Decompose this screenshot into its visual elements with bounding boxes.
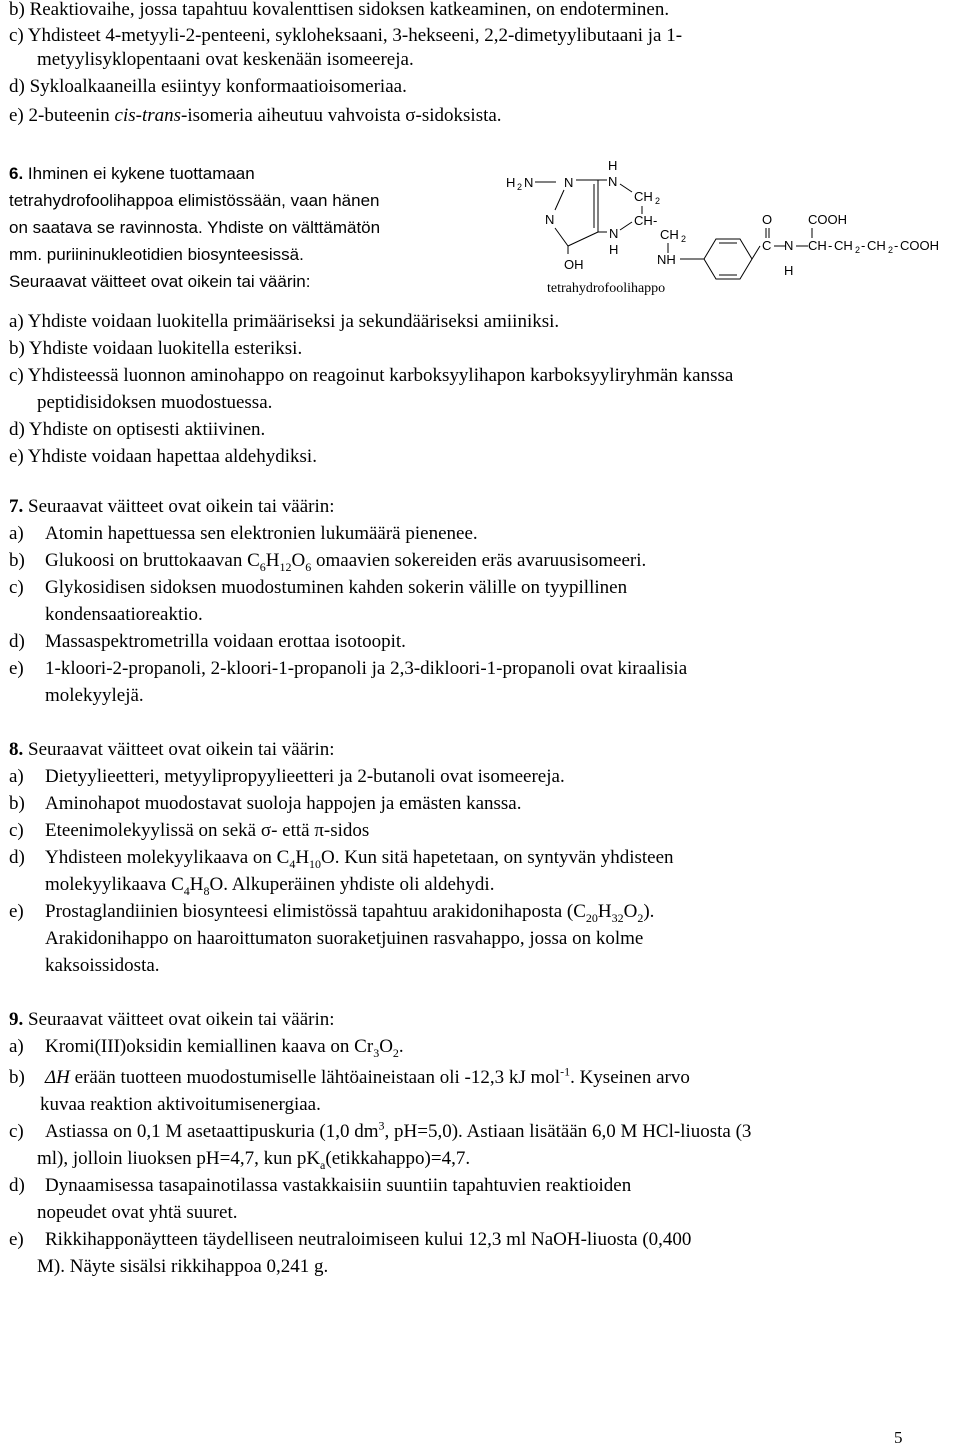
q7-option-e-line2: molekyylejä.: [45, 685, 144, 706]
mol-cooh-top: COOH: [808, 212, 847, 227]
q8-option-c: c) Eteenimolekyylissä on sekä σ- että π-sidos: [9, 820, 370, 841]
q7-option-c-line2: kondensaatioreaktio.: [45, 604, 203, 625]
q6-intro-line2: tetrahydrofoolihappoa elimistössään, vaan hänen: [9, 191, 380, 210]
q6-intro-line4: mm. puriininukleotidien biosynteesissä.: [9, 245, 304, 264]
mol-ring-n3: N: [545, 212, 555, 227]
mol-ch-ring: CH: [634, 213, 653, 228]
q7-number: 7.: [9, 496, 24, 517]
mol-h2n-h: H: [506, 175, 516, 190]
mol-dash-4: -: [894, 238, 899, 253]
q7-option-c-line1: c) Glykosidisen sidoksen muodostuminen kahden sokerin välille on tyypillinen: [9, 577, 628, 598]
q7-option-b: b) Glukoosi on bruttokaavan $C_6H_{12}O_6$ omaavien sokereiden eräs avaruusisomeeri.: [9, 550, 647, 574]
mol-ch-glu: CH: [808, 238, 827, 253]
mol-ch2-side-sub: 2: [681, 234, 687, 244]
q5-option-c-line1: c) Yhdisteet 4-metyyli-2-penteeni, sykloheksaani, 3-hekseeni, 2,2-dimetyylibutaani ja 1-: [9, 25, 683, 46]
mol-h2n-sub: 2: [517, 182, 523, 192]
tetrahydrofolic-acid-structure: [490, 150, 960, 305]
mol-ch2-a-sub: 2: [855, 245, 861, 255]
q9-option-b-line1: b) ΔH erään tuotteen muodostumiselle lähtöaineistaan oli -12,3 kJ mol$^{-1}$. Kyseinen arvo: [9, 1064, 690, 1088]
q9-option-d-line2: nopeudet ovat yhtä suuret.: [37, 1202, 238, 1223]
q6-intro-line5: Seuraavat väitteet ovat oikein tai väärin:: [9, 272, 311, 291]
q9-option-b-line2: kuvaa reaktion aktivoitumisenergiaa.: [40, 1094, 321, 1115]
mol-carbonyl-c: C: [762, 238, 772, 253]
mol-carbonyl-o: O: [762, 212, 773, 227]
mol-h2n-n: N: [524, 175, 534, 190]
molecule-caption: tetrahydrofoolihappo: [547, 281, 666, 296]
q6-option-a: a) Yhdiste voidaan luokitella primääriseksi ja sekundääriseksi amiiniksi.: [9, 311, 560, 332]
q6-option-e: e) Yhdiste voidaan hapettaa aldehydiksi.: [9, 446, 317, 467]
q8-option-b: b) Aminohapot muodostavat suoloja happojen ja emästen kanssa.: [9, 793, 522, 814]
q6-intro-line1: 6. Ihminen ei kykene tuottamaan: [9, 164, 255, 183]
q6-number: 6.: [9, 164, 24, 183]
q8-option-e-line3: kaksoissidosta.: [45, 955, 160, 976]
q7-option-d: d) Massaspektrometrilla voidaan erottaa isotoopit.: [9, 631, 406, 652]
mol-dash-1: -: [653, 213, 658, 228]
q9-number: 9.: [9, 1009, 24, 1030]
q9-option-c-line2: ml), jolloin liuoksen pH=4,7, kun $pK_a(etikkahappo)=4,7$.: [37, 1148, 471, 1172]
q9-option-e-line1: e) Rikkihapponäytteen täydelliseen neutraloimiseen kului 12,3 ml NaOH-liuosta (0,400: [9, 1229, 692, 1250]
q8-option-d-line1: d) Yhdisteen molekyylikaava on $C_4H_{10}O$. Kun sitä hapetetaan, on syntyvän yhdisteen: [9, 847, 674, 871]
mol-nh: NH: [657, 252, 676, 267]
q5-option-c-line2: metyylisyklopentaani ovat keskenään isomeereja.: [37, 49, 414, 70]
q9-option-d-line1: d) Dynaamisessa tasapainotilassa vastakkaisiin suuntiin tapahtuvien reaktioiden: [9, 1175, 632, 1196]
mol-ring-n5: N: [608, 174, 618, 189]
mol-ch2-b-c: CH: [867, 238, 886, 253]
q6-option-b: b) Yhdiste voidaan luokitella esteriksi.: [9, 338, 303, 359]
q5-option-b: b) Reaktiovaihe, jossa tapahtuu kovalenttisen sidoksen katkeaminen, on endoterminen.: [9, 0, 670, 20]
q7-option-a: a) Atomin hapettuessa sen elektronien lukumäärä pienenee.: [9, 523, 478, 544]
mol-dash-3: -: [861, 238, 866, 253]
mol-amide-n: N: [784, 238, 794, 253]
mol-ring-h-top: H: [608, 158, 618, 173]
q7-intro: 7. Seuraavat väitteet ovat oikein tai väärin:: [9, 496, 335, 517]
q8-number: 8.: [9, 739, 24, 760]
q5-option-d: d) Sykloalkaaneilla esiintyy konformaatioisomeriaa.: [9, 76, 407, 97]
q6-option-c-line2: peptidisidoksen muodostuessa.: [37, 392, 273, 413]
mol-cooh-end: COOH: [900, 238, 939, 253]
q8-option-e-line2: Arakidonihappo on haaroittumaton suoraketjuinen rasvahappo, jossa on kolme: [45, 928, 644, 949]
q5-option-e: e) 2-buteenin cis-trans-isomeria aiheutuu vahvoista σ-sidoksista.: [9, 105, 502, 126]
q9-option-e-line2: M). Näyte sisälsi rikkihappoa 0,241 g.: [37, 1256, 329, 1277]
page-number: 5: [894, 1428, 903, 1447]
q9-option-a: a) Kromi(III)oksidin kemiallinen kaava on $Cr_3O_2$.: [9, 1036, 404, 1060]
q6-option-d: d) Yhdiste on optisesti aktiivinen.: [9, 419, 266, 440]
q6-intro-line3: on saatava se ravinnosta. Yhdiste on välttämätön: [9, 218, 381, 237]
q8-intro: 8. Seuraavat väitteet ovat oikein tai väärin:: [9, 739, 335, 760]
mol-ring-n8: N: [609, 226, 619, 241]
q7-option-e-line1: e) 1-kloori-2-propanoli, 2-kloori-1-propanoli ja 2,3-dikloori-1-propanoli ovat kiraalisia: [9, 658, 688, 679]
mol-ch2-b-sub: 2: [888, 245, 894, 255]
mol-ch2-a-c: CH: [834, 238, 853, 253]
q8-option-e-line1: e) Prostaglandiinien biosynteesi elimistössä tapahtuu arakidonihaposta $(C_{20}H_{32}O_2)$.: [9, 901, 655, 925]
mol-amide-h: H: [784, 263, 794, 278]
mol-ch2-ring-sub: 2: [655, 196, 661, 206]
mol-ring-n1: N: [564, 175, 574, 190]
q8-option-a: a) Dietyylieetteri, metyylipropyylieetteri ja 2-butanoli ovat isomeereja.: [9, 766, 565, 787]
mol-ch2-side-c: CH: [660, 227, 679, 242]
q8-option-d-line2: molekyylikaava $C_4H_8O$. Alkuperäinen yhdiste oli aldehydi.: [45, 874, 495, 898]
mol-ch2-ring-c: CH: [634, 189, 653, 204]
q9-option-c-line1: c) Astiassa on 0,1 M asetaattipuskuria (1,0 $dm^3$, pH=5,0). Astiaan lisätään 6,0 M HCl-liuosta (3: [9, 1118, 752, 1142]
mol-ring-h-bottom: H: [609, 242, 619, 257]
mol-dash-2: -: [828, 238, 833, 253]
q6-option-c-line1: c) Yhdisteessä luonnon aminohappo on reagoinut karboksyylihapon karboksyyliryhmän kanssa: [9, 365, 734, 386]
q9-intro: 9. Seuraavat väitteet ovat oikein tai väärin:: [9, 1009, 335, 1030]
mol-oh: OH: [564, 257, 584, 272]
